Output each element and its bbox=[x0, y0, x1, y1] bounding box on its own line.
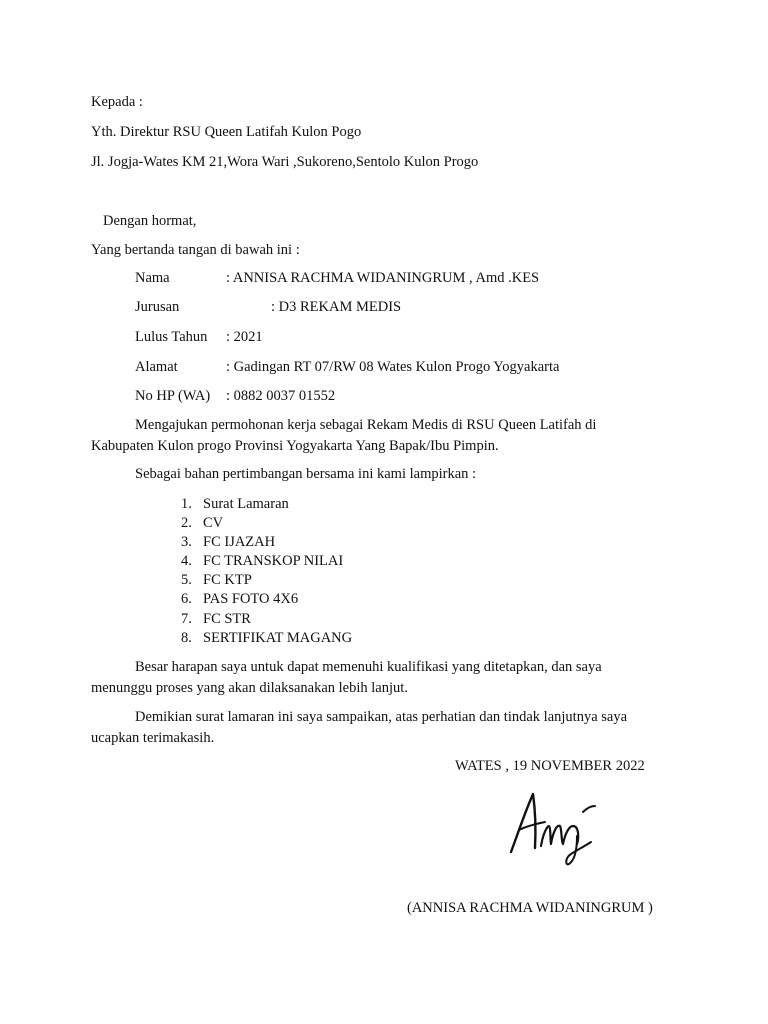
attachment-item: 7. FC STR bbox=[181, 611, 251, 627]
attachment-item: 3. FC IJAZAH bbox=[181, 534, 276, 550]
closing-paragraph-line1: Demikian surat lamaran ini saya sampaikan, atas perhatian dan tindak lanjutnya saya bbox=[135, 709, 628, 725]
recipient-name: Yth. Direktur RSU Queen Latifah Kulon Pogo bbox=[91, 124, 362, 140]
detail-value: : Gadingan RT 07/RW 08 Wates Kulon Progo Yogyakarta bbox=[226, 359, 560, 375]
attachment-item: 6. PAS FOTO 4X6 bbox=[181, 591, 299, 607]
detail-row-nama bbox=[135, 269, 539, 287]
attachment-item: 2. CV bbox=[181, 515, 224, 531]
attachment-item: 8. SERTIFIKAT MAGANG bbox=[181, 630, 353, 646]
hope-paragraph-line1: Besar harapan saya untuk dapat memenuhi kualifikasi yang ditetapkan, dan saya bbox=[135, 659, 602, 675]
recipient-address: Jl. Jogja-Wates KM 21,Wora Wari ,Sukoreno,Sentolo Kulon Progo bbox=[91, 154, 479, 170]
detail-value: : ANNISA RACHMA WIDANINGRUM , Amd .KES bbox=[226, 270, 540, 286]
detail-row-jurusan bbox=[135, 298, 401, 316]
closing-paragraph-line2: ucapkan terimakasih. bbox=[91, 730, 215, 746]
handwritten-signature bbox=[505, 788, 605, 868]
detail-row-lulus-tahun bbox=[135, 328, 263, 346]
hope-paragraph-line2: menunggu proses yang akan dilaksanakan lebih lanjut. bbox=[91, 680, 408, 696]
detail-row-no-hp bbox=[135, 387, 335, 405]
place-date: WATES , 19 NOVEMBER 2022 bbox=[455, 758, 645, 774]
kepada-label: Kepada : bbox=[91, 94, 143, 110]
application-paragraph-line2: Kabupaten Kulon progo Provinsi Yogyakarta Yang Bapak/Ibu Pimpin. bbox=[91, 438, 499, 454]
detail-label: No HP (WA) bbox=[135, 388, 211, 404]
attachment-item: 1. Surat Lamaran bbox=[181, 496, 289, 512]
detail-label: Jurusan bbox=[135, 299, 180, 315]
detail-value: : 0882 0037 01552 bbox=[226, 388, 336, 404]
detail-label: Lulus Tahun bbox=[135, 329, 208, 345]
intro-text: Yang bertanda tangan di bawah ini : bbox=[91, 242, 300, 258]
attachment-item: 4. FC TRANSKOP NILAI bbox=[181, 553, 344, 569]
detail-value: : 2021 bbox=[226, 329, 263, 345]
signatory-name: (ANNISA RACHMA WIDANINGRUM ) bbox=[407, 900, 653, 916]
application-paragraph-line1: Mengajukan permohonan kerja sebagai Rekam Medis di RSU Queen Latifah di bbox=[135, 417, 597, 433]
detail-label: Alamat bbox=[135, 359, 178, 375]
detail-label: Nama bbox=[135, 270, 170, 286]
attachments-intro: Sebagai bahan pertimbangan bersama ini kami lampirkan : bbox=[135, 466, 477, 482]
detail-value: : D3 REKAM MEDIS bbox=[271, 299, 402, 315]
detail-row-alamat bbox=[135, 358, 559, 376]
attachment-item: 5. FC KTP bbox=[181, 572, 252, 588]
greeting: Dengan hormat, bbox=[103, 213, 197, 229]
